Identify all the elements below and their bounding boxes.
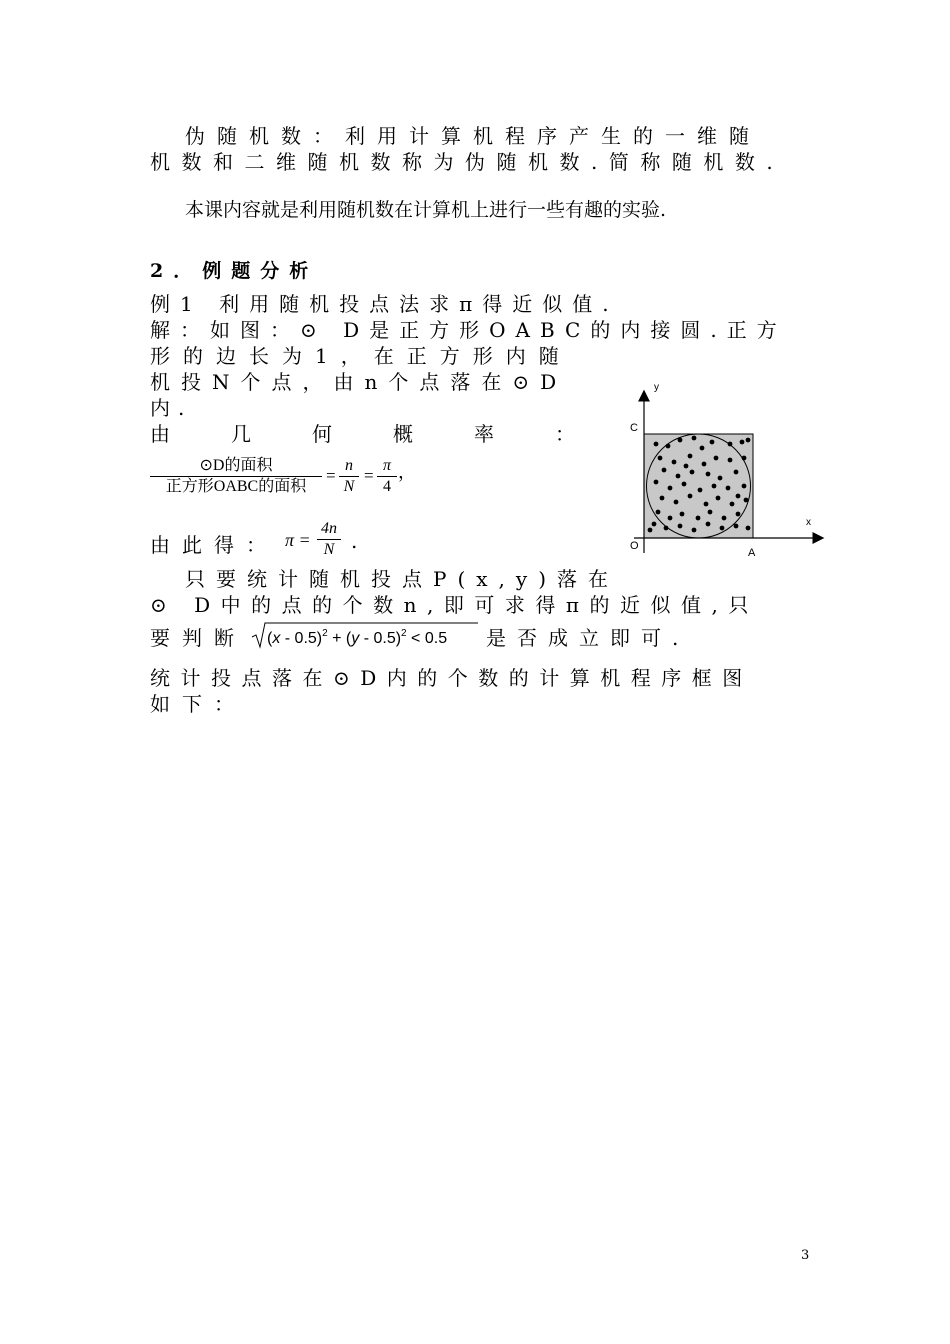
fraction-numerator: ⊙D的面积 — [199, 457, 273, 474]
random-point — [706, 522, 711, 527]
geo-prob-char: 何 — [312, 422, 332, 446]
pi-numerator: π — [382, 457, 391, 474]
random-point — [706, 472, 711, 477]
random-point — [688, 454, 693, 459]
random-point — [684, 464, 689, 469]
random-point — [702, 462, 707, 467]
random-point — [672, 460, 677, 465]
flow-line-2: 如下： — [150, 692, 246, 716]
random-point — [744, 498, 749, 503]
random-point — [648, 528, 653, 533]
random-point — [728, 458, 733, 463]
pi-equals: π = — [285, 530, 311, 550]
solution-line-2: 形的边长为1，在正方形内随 — [150, 344, 572, 368]
random-point — [674, 500, 679, 505]
four-n-numerator: 4n — [321, 520, 337, 537]
intro-text-1: 伪随机数：利用计算机程序产生的一维随 — [185, 124, 761, 148]
stat-line-1: 只要统计随机投点P(x,y)落在 — [185, 567, 619, 591]
four-n-over-N-fraction — [317, 519, 341, 560]
stat-line-3-suffix: 是否成立即可. — [486, 626, 690, 650]
random-point — [656, 510, 661, 515]
random-point — [680, 512, 685, 517]
solution-line-3: 机投N个点，由n个点落在⊙D — [150, 370, 568, 394]
corner-o-label: O — [630, 540, 639, 552]
random-point — [722, 516, 727, 521]
random-point — [746, 526, 751, 531]
N-denominator-2: N — [323, 541, 335, 558]
random-points-figure — [620, 378, 840, 568]
random-point — [728, 442, 733, 447]
random-point — [734, 470, 739, 475]
random-point — [692, 436, 697, 441]
formula-comma: ， — [398, 462, 416, 483]
random-point — [718, 476, 723, 481]
geo-prob-char: 几 — [231, 422, 251, 446]
area-ratio-fraction — [150, 456, 322, 497]
intro-line-1 — [185, 123, 790, 149]
four-denominator: 4 — [383, 478, 391, 495]
random-point — [688, 494, 693, 499]
flow-line-1: 统计投点落在⊙D内的个数的计算机程序框图 — [150, 666, 753, 690]
random-point — [654, 442, 659, 447]
geo-prob-char: ： — [555, 422, 575, 446]
stat-line-2: ⊙ D中的点的个数n,即可求得π的近似值,只 — [150, 593, 759, 617]
random-point — [668, 486, 673, 491]
random-point — [696, 516, 701, 521]
stat-line-3-prefix: 要判断 — [150, 626, 246, 650]
fraction-denominator: 正方形OABC的面积 — [165, 478, 307, 495]
section-heading: 2．例题分析 — [150, 260, 319, 282]
random-point — [704, 502, 709, 507]
random-point — [730, 502, 735, 507]
page-number: 3 — [801, 1248, 810, 1263]
hence-period: . — [351, 529, 358, 553]
random-point — [682, 482, 687, 487]
inequality-text: (x - 0.5)$^2$ + (y - 0.5)$^2$ < 0.5 — [267, 628, 448, 647]
random-point — [742, 484, 747, 489]
random-point — [736, 512, 741, 517]
intro-text-2: 机数和二维随机数称为伪随机数.简称随机数. — [150, 150, 785, 174]
geo-prob-char: 概 — [393, 422, 413, 446]
geo-prob-char: 率 — [474, 422, 494, 446]
random-point — [716, 496, 721, 501]
random-point — [714, 456, 719, 461]
random-point — [734, 524, 739, 529]
equals-2: = — [364, 466, 374, 485]
random-point — [720, 526, 725, 531]
random-point — [660, 496, 665, 501]
inscribed-circle — [647, 434, 751, 538]
random-point — [710, 440, 715, 445]
solution-line-1: 解：如图：⊙ D是正方形OABC的内接圆.正方 — [150, 318, 787, 342]
pi-over-4-fraction — [377, 456, 397, 497]
intro-line-3 — [185, 197, 825, 223]
random-point — [746, 438, 751, 443]
equals-1: = — [326, 466, 336, 485]
random-point — [654, 480, 659, 485]
random-point — [726, 486, 731, 491]
random-point — [678, 524, 683, 529]
random-point — [658, 456, 663, 461]
random-point — [692, 528, 697, 533]
random-point — [712, 484, 717, 489]
geo-prob-char: 由 — [150, 422, 170, 446]
random-point — [664, 526, 669, 531]
random-point — [736, 494, 741, 499]
random-point — [740, 440, 745, 445]
hence-label: 由此得： — [150, 533, 278, 557]
random-point — [698, 488, 703, 493]
random-point — [668, 516, 673, 521]
random-point — [676, 474, 681, 479]
random-point — [652, 522, 657, 527]
intro-text-3: 本课内容就是利用随机数在计算机上进行一些有趣的实验. — [185, 199, 667, 221]
random-point — [678, 438, 683, 443]
example-title: 例1 利用随机投点法求π得近似值. — [150, 292, 619, 316]
x-axis-label: x — [806, 517, 811, 528]
corner-c-label: C — [630, 422, 638, 434]
distance-inequality — [250, 619, 480, 651]
n-over-N-fraction — [339, 456, 359, 497]
random-point — [708, 510, 713, 515]
solution-line-4: 内. — [150, 396, 193, 420]
random-point — [666, 444, 671, 449]
corner-a-label: A — [748, 547, 756, 559]
N-denominator: N — [343, 478, 355, 495]
random-point — [662, 468, 667, 473]
y-axis-label: y — [654, 382, 659, 393]
random-point — [700, 446, 705, 451]
geo-prob-label — [150, 418, 575, 447]
n-numerator: n — [345, 457, 353, 474]
random-point — [742, 456, 747, 461]
random-point — [690, 470, 695, 475]
intro-line-2 — [150, 149, 790, 175]
